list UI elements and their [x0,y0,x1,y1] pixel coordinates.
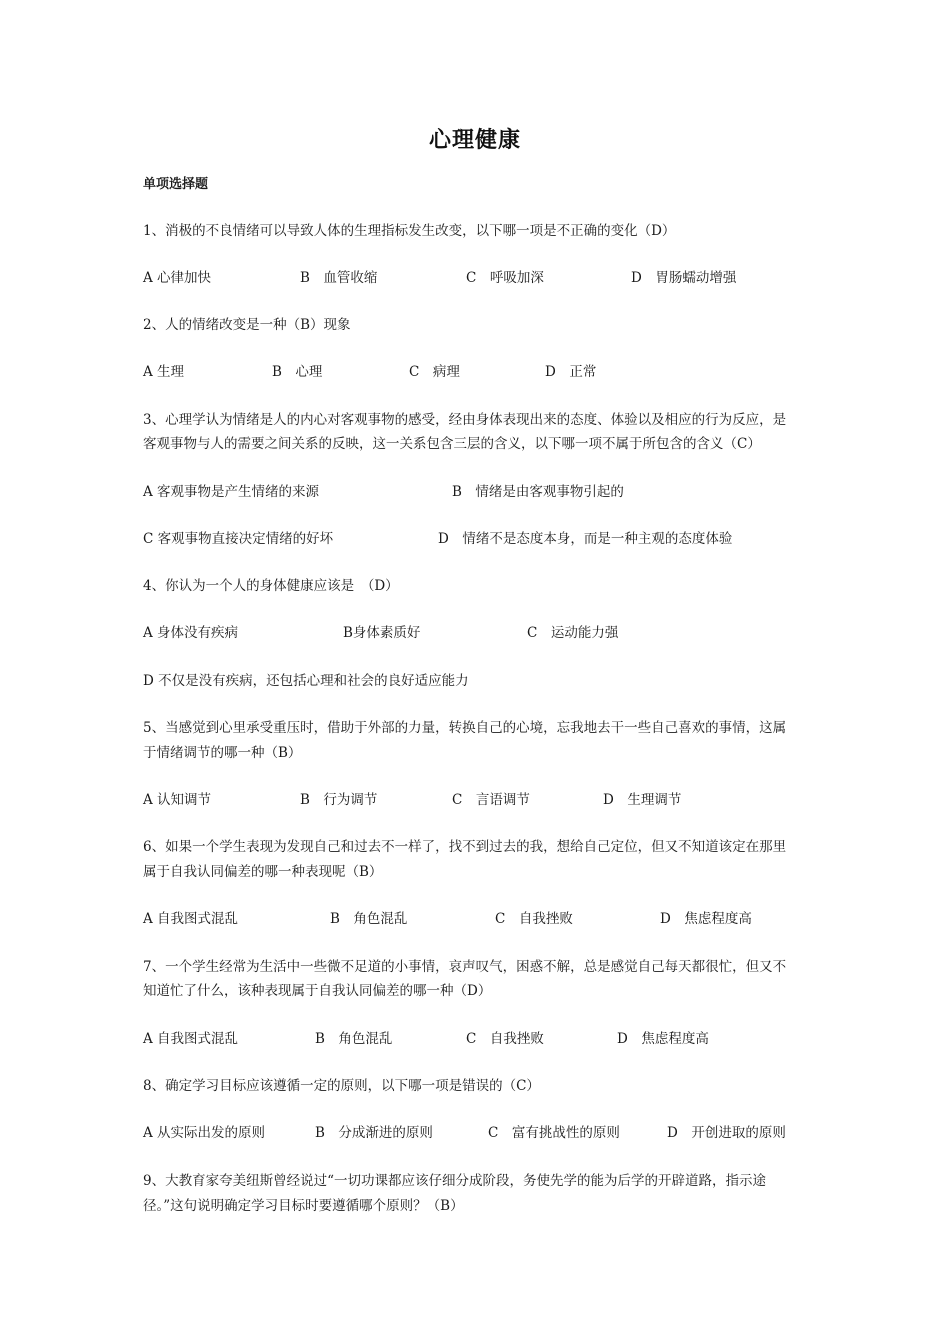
q4-option-b: B身体素质好 [343,625,421,641]
q1-option-b: B 血管收缩 [300,270,378,286]
q2-option-a: A 生理 [143,364,185,380]
question-8: 8、确定学习目标应该遵循一定的原则，以下哪一项是错误的（C） [143,1078,540,1094]
question-2: 2、人的情绪改变是一种（B）现象 [143,317,351,333]
q4-option-a: A 身体没有疾病 [143,625,239,641]
question-9-line-2: 径。”这句说明确定学习目标时要遵循哪个原则？（B） [143,1198,464,1214]
question-5-line-2: 于情绪调节的哪一种（B） [143,745,302,761]
q2-option-c: C 病理 [409,364,460,380]
question-3-line-1: 3、心理学认为情绪是人的内心对客观事物的感受，经由身体表现出来的态度、体验以及相应的行为反应，是 [143,412,787,428]
q6-option-b: B 角色混乱 [330,911,408,927]
q7-option-a: A 自我图式混乱 [143,1031,239,1047]
question-9-line-1: 9、大教育家夸美纽斯曾经说过“一切功课都应该仔细分成阶段，务使先学的能为后学的开辟道路，指示途 [143,1173,766,1189]
q5-option-d: D 生理调节 [603,792,682,808]
question-7-line-2: 知道忙了什么，该种表现属于自我认同偏差的哪一种（D） [143,983,492,999]
question-4: 4、你认为一个人的身体健康应该是 （D） [143,578,399,594]
q4-option-d: D 不仅是没有疾病，还包括心理和社会的良好适应能力 [143,673,469,689]
q8-option-a: A 从实际出发的原则 [143,1125,266,1141]
q6-option-a: A 自我图式混乱 [143,911,239,927]
question-5-line-1: 5、当感觉到心里承受重压时，借助于外部的力量，转换自己的心境，忘我地去干一些自己喜欢的事情，这属 [143,720,787,736]
q5-option-a: A 认知调节 [143,792,212,808]
question-3-line-2: 客观事物与人的需要之间关系的反映，这一关系包含三层的含义，以下哪一项不属于所包含的含义（C） [143,436,761,452]
q5-option-b: B 行为调节 [300,792,378,808]
q3-option-a: A 客观事物是产生情绪的来源 [143,484,320,500]
q2-option-d: D 正常 [545,364,597,380]
q8-option-d: D 开创进取的原则 [667,1125,786,1141]
q5-option-c: C 言语调节 [452,792,530,808]
question-1: 1、消极的不良情绪可以导致人体的生理指标发生改变，以下哪一项是不正确的变化（D） [143,223,676,239]
q6-option-c: C 自我挫败 [495,911,573,927]
q8-option-c: C 富有挑战性的原则 [488,1125,620,1141]
question-6-line-2: 属于自我认同偏差的哪一种表现呢（B） [143,864,383,880]
section-heading: 单项选择题 [143,177,209,192]
q7-option-c: C 自我挫败 [466,1031,544,1047]
q1-option-a: A 心律加快 [143,270,212,286]
q7-option-b: B 角色混乱 [315,1031,393,1047]
question-6-line-1: 6、如果一个学生表现为发现自己和过去不一样了，找不到过去的我，想给自己定位，但又不知道该定在那里 [143,839,787,855]
q1-option-c: C 呼吸加深 [466,270,544,286]
q3-option-d: D 情绪不是态度本身，而是一种主观的态度体验 [438,531,733,547]
q2-option-b: B 心理 [272,364,323,380]
q6-option-d: D 焦虑程度高 [660,911,752,927]
q8-option-b: B 分成渐进的原则 [315,1125,433,1141]
q7-option-d: D 焦虑程度高 [617,1031,709,1047]
q4-option-c: C 运动能力强 [527,625,619,641]
q3-option-b: B 情绪是由客观事物引起的 [452,484,624,500]
q3-option-c: C 客观事物直接决定情绪的好坏 [143,531,334,547]
document-title: 心理健康 [428,128,521,153]
q1-option-d: D 胃肠蠕动增强 [631,270,737,286]
question-7-line-1: 7、一个学生经常为生活中一些微不足道的小事情，哀声叹气，困惑不解，总是感觉自己每天都很忙，但又不 [143,959,787,975]
